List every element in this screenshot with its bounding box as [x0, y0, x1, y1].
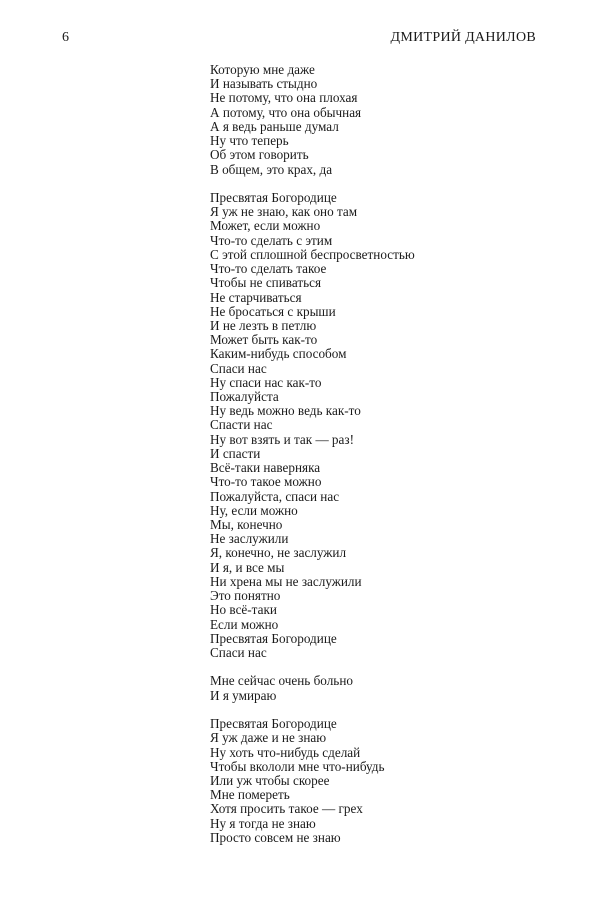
poem-line: Спаси нас	[210, 644, 267, 660]
poem-line: В общем, это крах, да	[210, 161, 333, 177]
poem-line: Ну что теперь	[210, 133, 289, 149]
poem-line: Спаси нас	[210, 360, 267, 376]
stanza	[210, 674, 415, 702]
poem-line: Что-то сделать с этим	[210, 232, 333, 248]
running-head-author: ДМИТРИЙ ДАНИЛОВ	[390, 30, 536, 45]
poem-line: Пресвятая Богородице	[210, 630, 337, 646]
poem-line: Или уж чтобы скорее	[210, 772, 330, 788]
poem-line: Всё-таки наверняка	[210, 460, 321, 476]
poem-line: Не старчиваться	[210, 289, 302, 305]
poem-line: Может быть как-то	[210, 332, 318, 348]
poem-line: С этой сплошной беспросветностью	[210, 246, 415, 262]
poem-line: Я уж не знаю, как оно там	[210, 204, 358, 220]
poem-line: Что-то такое можно	[210, 474, 322, 490]
poem-line: Которую мне даже	[210, 62, 315, 77]
stanza	[210, 191, 415, 660]
poem-line: Ну я тогда не знаю	[210, 815, 316, 831]
poem-line: Об этом говорить	[210, 147, 309, 163]
poem-line: Мне сейчас очень больно	[210, 673, 353, 689]
poem-line: Я уж даже и не знаю	[210, 730, 327, 746]
poem-line: И я умираю	[210, 687, 277, 703]
poem-line: Не заслужили	[210, 531, 289, 547]
poem-line: Мне помереть	[210, 787, 290, 803]
poem-line: Спасти нас	[210, 417, 273, 433]
poem-line: И не лезть в петлю	[210, 317, 317, 333]
poem-line: И называть стыдно	[210, 76, 318, 92]
poem-line: Не бросаться с крыши	[210, 303, 336, 319]
poem-line: Чтобы не спиваться	[210, 275, 322, 291]
poem-line: Пресвятая Богородице	[210, 716, 337, 732]
poem-line: Чтобы вкололи мне что-нибудь	[210, 758, 385, 774]
poem-line: Просто совсем не знаю	[210, 829, 341, 845]
poem-line: Я, конечно, не заслужил	[210, 545, 347, 561]
poem-line: Ну хоть что-нибудь сделай	[210, 744, 361, 760]
poem-line: И я, и все мы	[210, 559, 285, 575]
poem-line: Если можно	[210, 616, 279, 632]
poem-line: Хотя просить такое — грех	[210, 801, 363, 817]
stanza	[210, 63, 415, 177]
poem-line: А я ведь раньше думал	[210, 118, 339, 134]
poem-line: Пресвятая Богородице	[210, 189, 337, 205]
poem-line: Но всё-таки	[210, 602, 277, 618]
poem-line: Ну ведь можно ведь как-то	[210, 403, 361, 419]
poem-line: Ну вот взять и так — раз!	[210, 431, 354, 447]
poem-line: Пожалуйста, спаси нас	[210, 488, 340, 504]
poem-line: Что-то сделать такое	[210, 261, 327, 277]
stanza	[210, 717, 415, 845]
poem-line: Ну спаси нас как-то	[210, 374, 322, 390]
poem-line: Может, если можно	[210, 218, 321, 234]
poem-line: Каким-нибудь способом	[210, 346, 347, 362]
poem-line: Это понятно	[210, 588, 281, 604]
page-number: 6	[62, 30, 69, 45]
poem-line: Мы, конечно	[210, 517, 283, 532]
poem-line: Ни хрена мы не заслужили	[210, 573, 362, 589]
poem-line: Не потому, что она плохая	[210, 90, 358, 106]
poem-line: И спасти	[210, 445, 261, 461]
poem-line: Ну, если можно	[210, 502, 298, 518]
poem-body	[210, 63, 415, 859]
poem-line: Пожалуйста	[210, 389, 279, 405]
poem-line: А потому, что она обычная	[210, 104, 362, 120]
